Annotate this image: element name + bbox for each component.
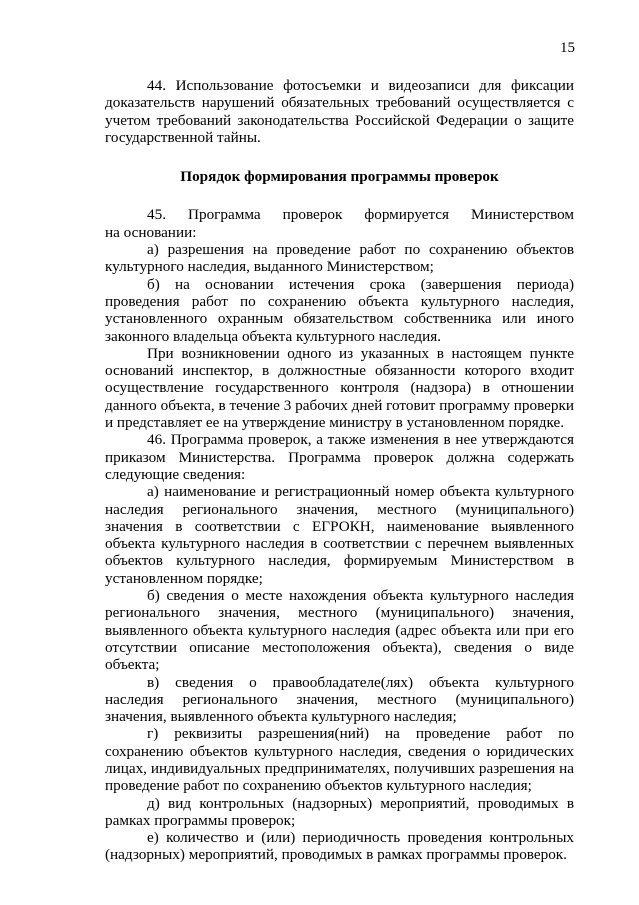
page-number: 15: [560, 40, 575, 56]
paragraph-45c: При возникновении одного из указанных в настоящем пункте оснований инспектор, в должностные обязанности которого входит осуществление государственного контроля (надзора) в отношении данного объекта, в течение 3 рабочих дней готовит программу проверки и представляет ее на утверждение министру в установленном порядке.: [105, 344, 574, 432]
paragraph-46a: а) наименование и регистрационный номер объекта культурного наследия регионального значения, местного (муниципального) значения в соответствии с ЕГРОКН, наименование выявленного объекта культурного наследия в соответствии с перечнем выявленных объектов культурного наследия, формируемым Министерством в установленном порядке;: [105, 483, 574, 587]
paragraph-44: 44. Использование фотосъемки и видеозаписи для фиксации доказательств нарушений обязательных требований осуществляется с учетом требований законодательства Российской Федерации о защите государственной тайны.: [105, 77, 574, 146]
paragraph-45-line2: на основании:: [105, 223, 197, 241]
paragraph-45-line1: 45. Программа проверок формируется Министерством: [147, 206, 574, 224]
paragraph-46: 46. Программа проверок, а также изменения в нее утверждаются приказом Министерства. Программа проверок должна содержать следующие сведения:: [105, 431, 574, 483]
paragraph-46e: е) количество и (или) периодичность проведения контрольных (надзорных) мероприятий, проводимых в рамках программы проверок.: [105, 829, 574, 864]
paragraph-45a: а) разрешения на проведение работ по сохранению объектов культурного наследия, выданного Министерством;: [105, 241, 574, 276]
paragraph-46d: д) вид контрольных (надзорных) мероприятий, проводимых в рамках программы проверок;: [105, 794, 574, 829]
paragraph-46v: в) сведения о правообладателе(лях) объекта культурного наследия регионального значения, местного (муниципального) значения, выявленного объекта культурного наследия;: [105, 673, 574, 726]
paragraph-46g: г) реквизиты разрешения(ний) на проведение работ по сохранению объектов культурного наследия, сведения о юридических лицах, индивидуальных предпринимателях, получивших разрешения на проведение работ по сохранению объектов культурного наследия;: [105, 725, 574, 795]
document-body: [105, 77, 574, 864]
paragraph-46b: б) сведения о месте нахождения объекта культурного наследия регионального значения, местного (муниципального) значения, выявленного объекта культурного наследия (адрес объекта или при его отсутствии описание местоположения объекта), сведения о виде объекта;: [105, 587, 574, 674]
paragraph-45b: б) на основании истечения срока (завершения периода) проведения работ по сохранению объекта культурного наследия, установленного охранным обязательством собственника или иного законного владельца объекта культурного наследия.: [105, 275, 574, 345]
section-heading: Порядок формирования программы проверок: [180, 168, 499, 186]
